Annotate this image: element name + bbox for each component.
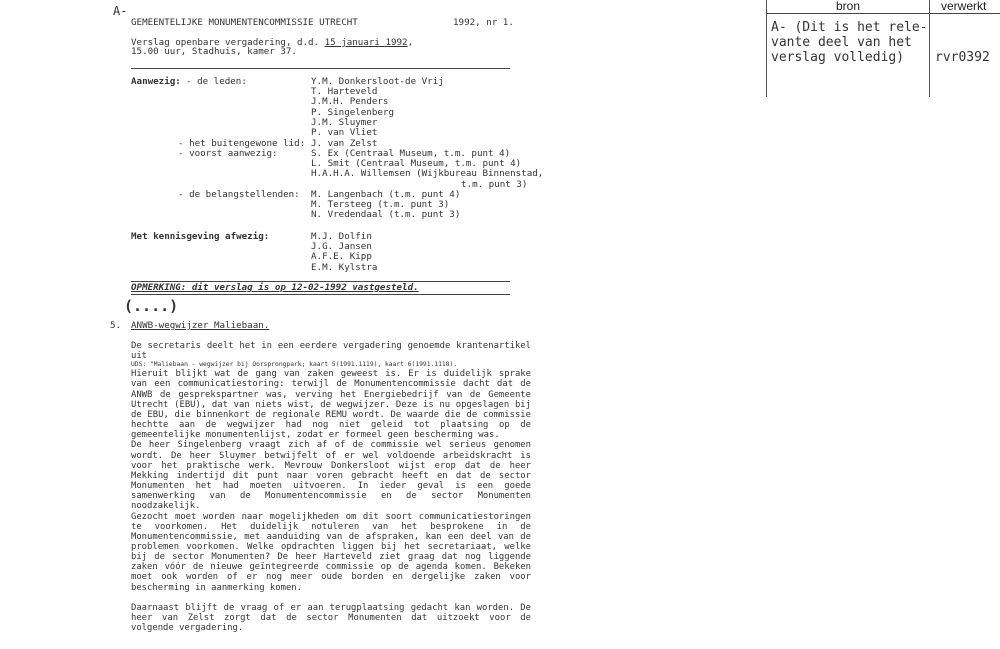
column-header-verwerkt: verwerkt [941,0,987,13]
extra-member-label: - het buitengewone lid: [178,138,306,149]
panel-header-line [766,13,1000,14]
members-label: - de leden: [186,76,247,87]
member-name: Y.M. Donkersloot-de Vrij [311,76,444,87]
archive-code: rvr0392 [935,50,990,65]
meeting-time-location: 15.00 uur, Stadhuis, kamer 37. [131,46,297,57]
item-body [131,341,531,633]
paragraph: De secretaris deelt het in een eerdere vergadering genoemde krantenartikel uit [131,341,531,362]
meeting-date: 15 januari 1992 [324,37,408,48]
member-name: P. van Vliet [311,127,378,139]
member-name: J.M.H. Penders [311,96,389,108]
members-list [311,77,444,138]
stakeholders-list [311,190,460,221]
organization-name: GEMEENTELIJKE MONUMENTENCOMMISSIE UTRECHT [131,17,358,28]
member-name: T. Harteveld [311,86,378,98]
panel-note-line: verslag volledig) [771,50,905,65]
absent-label: Met kennisgeving afwezig: [131,231,270,242]
member-name: J.M. Sluymer [311,116,378,128]
attendee: H.A.H.A. Willemsen (Wijkbureau Binnenstad, [311,168,544,180]
absent-person: J.G. Jansen [311,241,372,253]
attendee-continuation: t.m. punt 3) [461,178,528,190]
paragraph: Daarnaast blijft de vraag of er aan terugplaatsing gedacht kan worden. De heer van Zelst zorgt dat de sector Monumenten dat uitzoekt voor de volgende vergadering. [131,602,531,634]
panel-note-line: vante deel van het [771,35,912,50]
stakeholders-label: - de belangstellenden: [178,189,300,200]
meeting-prefix: Verslag openbare vergadering, d.d. [131,37,325,48]
absent-list [311,232,377,273]
attendee: L. Smit (Centraal Museum, t.m. punt 4) [311,158,522,170]
document-number: 1992, nr 1. [453,17,514,28]
item-number: 5. [110,320,122,331]
doc-marker: A- [113,4,128,18]
meeting-suffix: , [407,37,414,48]
absent-person: E.M. Kylstra [311,261,378,273]
absent-person: M.J. Dolfin [311,231,372,242]
panel-note-line: A- (Dit is het rele- [771,20,928,35]
header-divider [131,68,510,69]
panel-left-border [766,0,767,97]
absent-person: A.F.E. Kipp [311,251,372,263]
also-present-label: - voorst aanwezig: [178,148,278,159]
paragraph: Gezocht moet worden naar mogelijkheden om dit soort communicatiestoringen te voorkomen. Het duidelijk notuleren van het besprokene in de Monumentencommissie, met aanduiding van de afspraken, kan een deel van de problemen voorkomen. Welke opdrachten liggen bij het secretariaat, welke bij de sector Monumenten? De heer Harteveld ziet graag dat nog liggende zaken vóór de nieuwe geïntegreerde commissie op de agenda komen. Bekeken moet ook worden of er nog meer oude borden en dergelijke zaken voor bescherming in aanmerking komen. [131,511,531,593]
remark-bottom-line [131,294,510,295]
remark-text: OPMERKING: dit verslag is op 12-02-1992 vastgesteld. [131,282,419,293]
stakeholder: M. Langenbach (t.m. punt 4) [311,189,461,200]
attendee: S. Ex (Centraal Museum, t.m. punt 4) [311,148,511,159]
member-name: P. Singelenberg [311,106,394,118]
paragraph: De heer Singelenberg vraagt zich af of de commissie wel serieus genomen wordt. De heer Sluymer betwijfelt of er wel voldoende arbeidskracht is voor het praktische werk. Mevrouw Donkersloot wijst erop dat de heer Mekking indertijd dit punt naar voren gebracht heeft en dat de sector Monumenten het had moeten uitvoeren. In ieder geval is een goede samenwerking van de Monumentencommissie en de sector Monumenten noodzakelijk. [131,440,531,512]
also-present-list [311,149,543,190]
panel-divider [929,0,930,97]
stakeholder: M. Tersteeg (t.m. punt 3) [311,199,450,211]
source-reference: UDS: "Maliebaan - wegwijzer bij Oorsprongpark; kaart 5(1991.1119), kaart 6(1991.1118). [131,361,458,369]
stakeholder: N. Vredendaal (t.m. punt 3) [311,209,461,221]
present-label: Aanwezig: [131,76,181,87]
extra-member-name: J. van Zelst [311,138,378,149]
paragraph: Hieruit blijkt wat de gang van zaken geweest is. Er is duidelijk sprake van een communicatiestoring: terwijl de Monumentencommissie dacht dat de ANWB de gesprekspartner was, verving het Energiebedrijf van de Gemeente Utrecht (EBU), dat van niets wist, de wegwijzer. Deze is nu opgeslagen bij de EBU, die binnenkort de regionale REMU wordt. De waarde die de commissie hechtte aan de wegwijzer had nog niet geleid tot plaatsing op de gemeentelijke monumentenlijst, zodat er formeel geen bescherming was. [131,369,531,441]
item-title: ANWB-wegwijzer Maliebaan. [131,320,270,331]
omission-mark: (....) [124,297,179,315]
column-header-bron: bron [836,0,861,13]
